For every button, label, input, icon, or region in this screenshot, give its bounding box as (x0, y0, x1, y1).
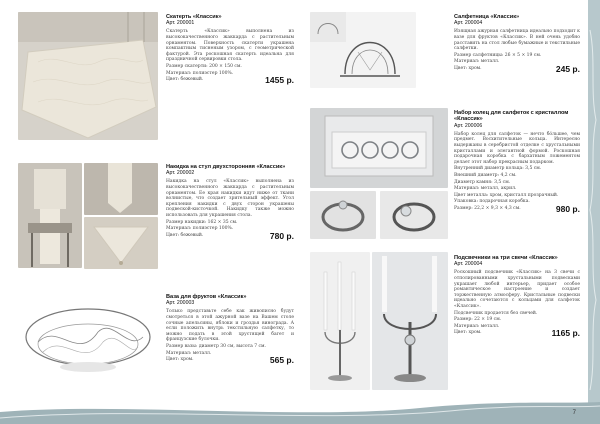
product-article: Арт. 200001 (166, 20, 195, 27)
product-spec: Внешний диаметр: 4,2 см. (454, 172, 517, 178)
product-spec: Цвет: хром. (454, 65, 482, 71)
product-title: Ваза для фруктов «Классик» (166, 294, 247, 300)
product-article: Арт. 200004 (454, 261, 483, 268)
product-napkin-rings (454, 110, 580, 212)
product-price: 980 р. (555, 203, 580, 214)
chair-cover-photo-1 (18, 163, 82, 268)
product-description: Только представьте себе как живописно будут смотреться в этой ажурной вазе на Вашем столе сочные апельсины, яблоки и гроздья винограда. А если положить внутрь текстильную салфетку, то можно подать в этой хрустящей багет и французские булочки. (166, 309, 294, 343)
product-price: 1455 р. (265, 75, 294, 86)
product-description: Накидка на стул «Классик» выполнена из высококачественного жаккарда с растительным орнаментом. Ее края накидки идут ниже от ткани волнистые, что создает зрительный эффект. Угол крепления накидки с двух сторон украшены подвеской-кисточкой. Накидку также можно использовать для украшения стола. (166, 179, 294, 218)
product-tablecloth (166, 14, 294, 86)
product-spec: Цвет: хром. (166, 357, 194, 363)
product-spec: Диаметр камня: 3,5 см. (454, 179, 511, 185)
product-spec: Упаковка: подарочная коробка. (454, 199, 530, 205)
product-article: Арт. 200003 (166, 300, 195, 307)
product-fruit-bowl (166, 294, 294, 366)
page-number: 7 (572, 410, 576, 416)
tablecloth-photo (18, 12, 158, 140)
chair-cover-photo-2 (84, 163, 158, 215)
product-spec: Цвет металла: хром, кристалл прозрачный. (454, 192, 559, 198)
product-description: Скатерть «Классик» выполнена из высококачественного жаккарда с растительным орнаментом. Поверхность скатерти украшена компактным тисненым узором, с геометрической фактурой. Эта роскошная скатерть идеальна для праздничной сервировки стола. (166, 29, 294, 63)
napkin-rings-box-photo (310, 108, 448, 188)
product-spec: Материал: металл. (454, 59, 500, 65)
product-description: Изящная ажурная салфетница идеально подходит к вазе для фруктов «Классик». В ней очень удобно расставить на стол любые бумажные и текстильные салфетки. (454, 29, 580, 52)
product-description: Роскошный подсвечник «Классик» на 3 свечи с отполированными хрустальными подвесками украшает любой интерьер, придает особое романтическое настроение и создает торжественную атмосферу. Кристальные подвески идеально сочетаются с кольцами для салфеток «Классик». (454, 270, 580, 309)
product-spec: Материал: металл. (166, 350, 212, 356)
product-price: 565 р. (269, 355, 294, 366)
product-napkin-holder (454, 14, 580, 72)
product-spec: Размер: 22,2 × 9,3 × 4,3 см. (454, 205, 521, 211)
product-title: Подсвечники на три свечи «Классик» (454, 255, 558, 261)
product-spec: Размер: 22 × 19 см. (454, 317, 502, 323)
product-spec: Размер вазы: диаметр 30 см, высота 7 см. (166, 343, 266, 349)
product-title: Набор колец для салфеток с кристаллом «Классик» (454, 110, 569, 123)
product-spec: Материал: металл, акрил. (454, 186, 517, 192)
napkin-ring-photo-2 (380, 191, 448, 239)
product-spec: Размер скатерти: 200 × 150 см. (166, 63, 242, 69)
candelabra-photo-1 (310, 252, 370, 390)
product-spec: Цвет: хром. (454, 330, 482, 336)
decorative-sidebar (588, 0, 600, 424)
product-chair-cover (166, 164, 294, 241)
product-price: 1165 р. (551, 328, 580, 339)
product-spec: Цвет: бежевый. (166, 232, 204, 238)
product-price: 780 р. (269, 230, 294, 241)
footer-band (0, 398, 600, 424)
candelabra-photo-2 (372, 252, 448, 390)
product-spec: Материал: металл. (454, 323, 500, 329)
chair-cover-photo-3 (84, 217, 158, 269)
product-spec: Материал: полиэстер 100%. (166, 226, 234, 232)
product-spec: Цвет: бежевый. (166, 77, 204, 83)
product-spec: Внутренний диаметр кольца: 3,5 см. (454, 166, 542, 172)
product-article: Арт. 200004 (454, 20, 483, 27)
product-article: Арт. 200006 (454, 122, 483, 129)
product-title: Накидка на стул двухсторонняя «Классик» (166, 164, 286, 170)
product-article: Арт. 200002 (166, 170, 195, 177)
napkin-holder-photo (310, 12, 416, 88)
napkin-ring-photo-1 (310, 191, 376, 239)
product-spec: Размер салфетницы: 26 × 5 × 19 см. (454, 52, 542, 58)
product-spec: Подсвечник продается без свечей. (454, 310, 538, 316)
product-description: Набор колец для салфеток — нечто бóльшее, чем предмет. Восхитительные кольца. Интересно выдержаны в серебристой отделке с хрустальными кристаллами и элегантной формой. Роскошная подарочная коробка с бархатным ложементом делает этот набор прекрасным подарком. (454, 131, 580, 165)
product-title: Скатерть «Классик» (166, 14, 222, 20)
product-price: 245 р. (555, 63, 580, 74)
fruit-bowl-photo (18, 292, 158, 392)
product-spec: Размер накидки: 162 × 35 см. (166, 219, 238, 225)
product-spec: Материал: полиэстер 100%. (166, 70, 234, 76)
product-candelabra (454, 255, 580, 339)
product-title: Салфетница «Классик» (454, 14, 520, 20)
